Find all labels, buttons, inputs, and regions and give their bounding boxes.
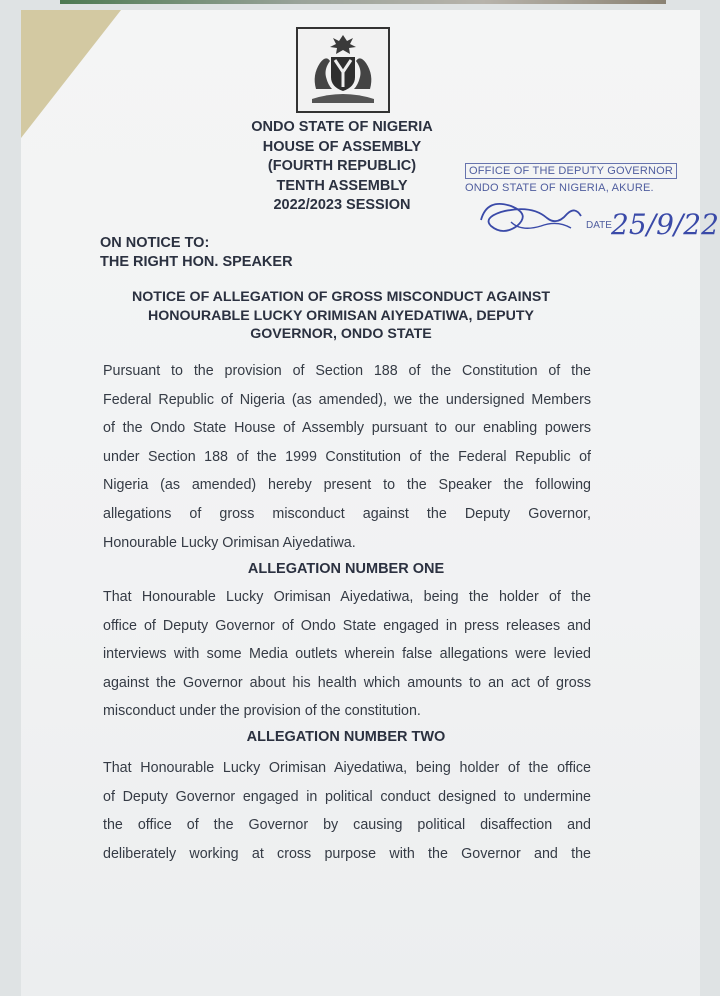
- header-line: HOUSE OF ASSEMBLY: [262, 138, 422, 155]
- paragraph-line: under Section 188 of the 1999 Constitution of the Federal Republic of: [103, 448, 591, 465]
- assembly-header: [217, 118, 467, 216]
- paragraph-line: Nigeria (as amended) hereby present to the Speaker the following: [103, 477, 591, 494]
- allegation-two-paragraph: [103, 754, 591, 868]
- coat-of-arms-logo: [296, 27, 390, 113]
- notice-block: [100, 234, 293, 272]
- paragraph-line: misconduct under the provision of the constitution.: [103, 703, 421, 720]
- background-strip: [60, 0, 666, 4]
- paragraph-line: That Honourable Lucky Orimisan Aiyedatiwa, being holder of the office: [103, 760, 591, 776]
- header-line: ONDO STATE OF NIGERIA: [251, 119, 433, 135]
- document-page: [21, 10, 719, 996]
- signature-icon: [471, 192, 591, 240]
- title-line: NOTICE OF ALLEGATION OF GROSS MISCONDUCT AGAINST: [132, 289, 550, 305]
- header-line: (FOURTH REPUBLIC): [267, 158, 417, 174]
- allegation-two-heading: ALLEGATION NUMBER TWO: [246, 729, 446, 745]
- paragraph-line: Honourable Lucky Orimisan Aiyedatiwa.: [103, 534, 356, 551]
- allegation-one-paragraph: [103, 583, 591, 726]
- stamp-date-label: DATE: [586, 220, 612, 231]
- notice-recipient: THE RIGHT HON. SPEAKER: [100, 254, 293, 270]
- paragraph-line: of Deputy Governor engaged in political conduct designed to undermine: [103, 788, 591, 805]
- paragraph-line: the office of the Governor by causing political disaffection and: [103, 817, 591, 834]
- paragraph-line: Federal Republic of Nigeria (as amended), we the undersigned Members: [103, 391, 591, 408]
- intro-paragraph: [103, 357, 591, 557]
- title-line: HONOURABLE LUCKY ORIMISAN AIYEDATIWA, DEPUTY: [148, 307, 534, 324]
- allegation-one-heading: ALLEGATION NUMBER ONE: [247, 561, 445, 577]
- paragraph-line: of the Ondo State House of Assembly pursuant to our enabling powers: [103, 420, 591, 437]
- paragraph-line: That Honourable Lucky Orimisan Aiyedatiwa, being the holder of the: [103, 589, 591, 605]
- paragraph-line: allegations of gross misconduct against the Deputy Governor,: [103, 505, 591, 522]
- title-line: GOVERNOR, ONDO STATE: [250, 326, 432, 342]
- paragraph-line: office of Deputy Governor of Ondo State engaged in press releases and: [103, 617, 591, 634]
- paragraph-line: interviews with some Media outlets wherein false allegations were levied: [103, 646, 591, 663]
- notice-to: ON NOTICE TO:: [100, 235, 210, 251]
- stamp-location: ONDO STATE OF NIGERIA, AKURE.: [465, 182, 654, 194]
- header-line: TENTH ASSEMBLY: [276, 177, 408, 194]
- document-title: [105, 288, 577, 344]
- paragraph-line: Pursuant to the provision of Section 188 of the Constitution of the: [103, 363, 591, 379]
- paragraph-line: against the Governor about his health which amounts to an act of gross: [103, 674, 591, 691]
- paragraph-line: deliberately working at cross purpose with the Governor and the: [103, 845, 591, 862]
- header-line: 2022/2023 SESSION: [273, 197, 411, 213]
- folded-corner: [21, 10, 121, 138]
- stamp-date: 25/9/22: [611, 208, 719, 241]
- received-stamp: [461, 158, 719, 241]
- stamp-office: OFFICE OF THE DEPUTY GOVERNOR: [465, 163, 677, 179]
